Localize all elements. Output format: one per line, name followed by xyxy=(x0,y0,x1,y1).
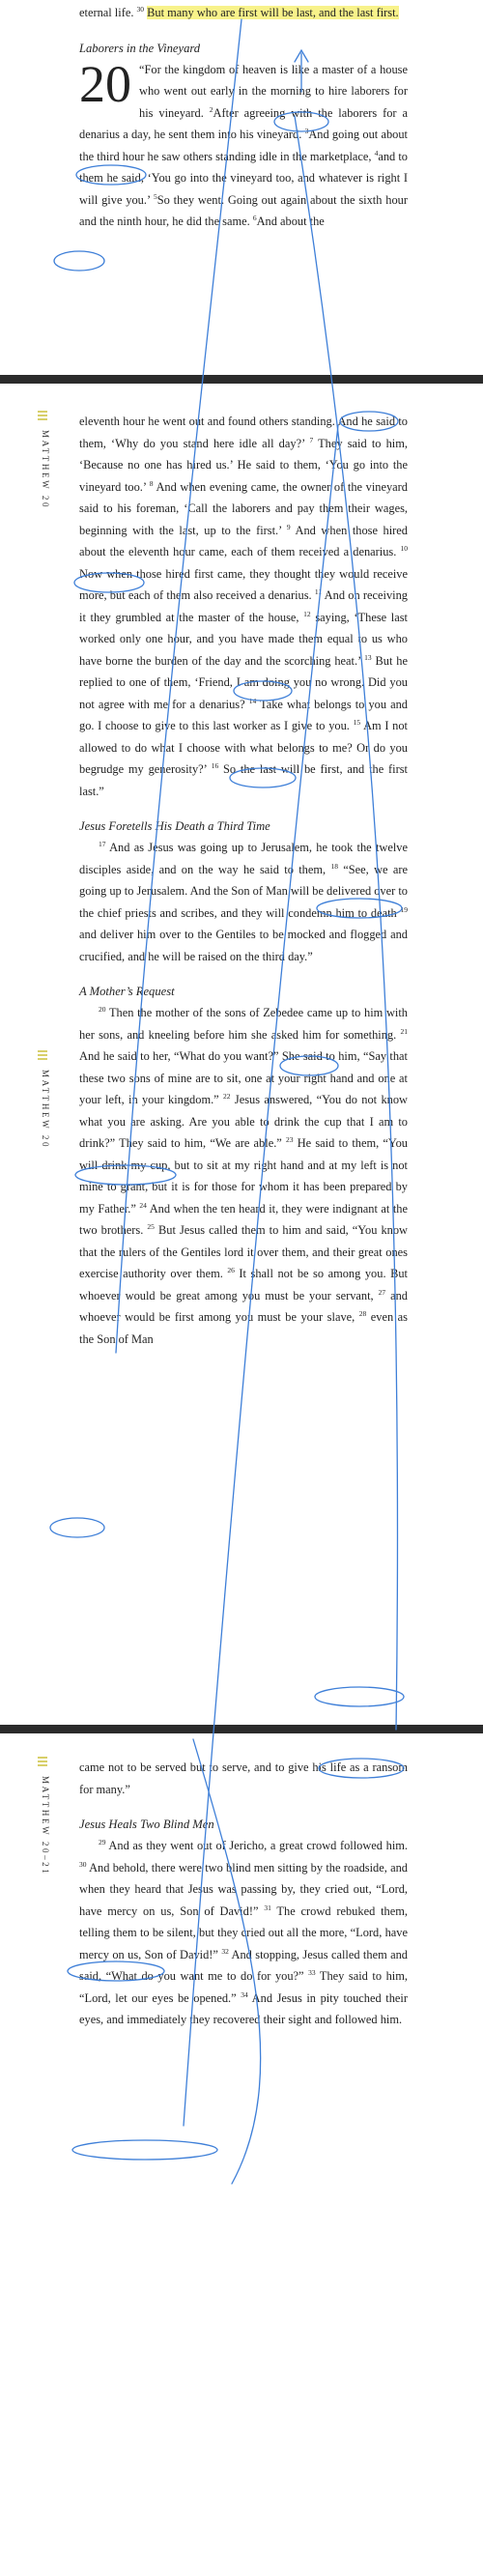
verse-number: 21 xyxy=(400,1026,408,1036)
page-divider xyxy=(0,375,483,384)
running-head-matthew-20-second: MATTHEW 20 xyxy=(41,1070,50,1150)
verse-number: 13 xyxy=(364,652,372,662)
verse-number: 10 xyxy=(400,543,408,553)
paragraph-death-foretold: $^{17}$ And as Jesus was going up to Jerusalem, he took the twelve disciples aside, and on the way he said to them, $^{18}$ “See, we are going up to Jerusalem. And the Son of Man will be delivered over to the chief priests and scribes, and they will condemn him to death $^{19}$ and deliver him over to the Gentiles to be mocked and flogged and crucified, and he will be raised on the third day.” xyxy=(79,839,409,963)
verse-text: And about the xyxy=(256,215,325,228)
verse-text: And going out about the third hour he saw others standing idle in the marketplace, xyxy=(79,128,408,163)
page-2 xyxy=(0,384,483,1725)
section-heading-blind-men: Jesus Heals Two Blind Men xyxy=(79,1818,214,1831)
paragraph-mothers-request: $^{20}$ Then the mother of the sons of Zebedee came up to him with her sons, and kneeling before him she asked him for something. $^{21}$ And he said to her, “What do you want?” She said to him, “Say that these two sons of mine are to sit, one at your right hand and one at your left, in your kingdom.” $^{22}$ Jesus answered, “You do not know what you are asking. Are you able to drink the cup that I am to drink?” They said to him, “We are able.” $^{23}$ He said to them, “You will drink my cup, but to sit at my right hand and at my left is not mine to grant, but it is for those for whom it has been prepared by my Father.” $^{24}$ And when the ten heard it, they were indignant at the two brothers. $^{25}$ But Jesus called them to him and said, “You know that the rulers of the Gentiles lord it over them, and their great ones exercise authority over them. $^{26}$ It shall not be so among you. But whoever would be great among you must be your servant, $^{27}$ and whoever would be first among you must be your slave, $^{28}$ even as the Son of Man xyxy=(79,1004,408,1346)
verse-number: 15 xyxy=(353,717,361,727)
section-heading-laborers: Laborers in the Vineyard xyxy=(79,41,201,55)
verse-number: 29 xyxy=(99,1837,106,1846)
bookmark-lines-icon[interactable] xyxy=(38,411,47,422)
verse-number: 24 xyxy=(139,1200,147,1210)
page-1-text xyxy=(79,2,408,233)
paragraph-blind-men: $^{29}$ And as they went out of Jericho, a great crowd followed him. $^{30}$ And behold, there were two blind men sitting by the roadside, and when they heard that Jesus was passing by, they cried out, “Lord, have mercy on us, Son of David!” $^{31}$ The crowd rebuked them, telling them to be silent, but they cried out all the more, “Lord, have mercy on us, Son of David!” $^{32}$ And stopping, Jesus called them and said, “What do you want me to do for you?” $^{33}$ They said to him, “Lord, let our eyes be opened.” $^{34}$ And Jesus in pity touched their eyes, and immediately they recovered their sight and followed him. xyxy=(79,1837,409,2026)
page-3-text xyxy=(79,1757,408,2031)
verse-number: 32 xyxy=(221,1946,229,1956)
paragraph-vineyard-continued: eleventh hour he went out and found others standing. And he said to them, ‘Why do you stand here idle all day?’ $^7$ They said to him, ‘Because no one has hired us.’ He said to them, ‘You go into the vineyard too.’ $^8$ And when evening came, the owner of the vineyard said to his foreman, ‘Call the laborers and pay them their wages, beginning with the last, up to the first.’ $^9$ And when those hired about the eleventh hour came, each of them received a denarius. $^{10}$ Now when those hired first came, they thought they would receive more, but each of them also received a denarius. $^{11}$ And on receiving it they grumbled at the master of the house, $^{12}$ saying, ‘These last worked only one hour, and you have made them equal to us who have borne the burden of the day and the scorching heat.’ $^{13}$ But he replied to one of them, ‘Friend, I am doing you no wrong. Did you not agree with me for a denarius? $^{14}$ Take what belongs to you and go. I choose to give to this last worker as I give to you. $^{15}$ Am I not allowed to do what I choose with what belongs to me? Or do you begrudge my generosity?’ $^{16}$ So the last will be first, and the first last.” xyxy=(79,415,409,798)
verse-text: “For the kingdom of heaven is like a master of a house who went out early in the morning to hire laborers for his vineyard. xyxy=(139,62,408,120)
page-3 xyxy=(0,1733,483,2576)
verse-text: and to them he said, ‘You go into the vineyard too, and whatever is right I will give you.’ xyxy=(79,149,408,207)
verse-number: 34 xyxy=(241,1989,248,1999)
verse-number: 4 xyxy=(374,148,379,157)
verse-text: So they went. Going out again about the sixth hour and the ninth hour, he did the same. xyxy=(79,192,408,228)
paragraph-ransom: came not to be served but to serve, and to give his life as a ransom for many.” xyxy=(79,1760,408,1796)
verse-number: 20 xyxy=(99,1004,106,1014)
verse-number: 33 xyxy=(308,1967,316,1977)
bookmark-lines-icon[interactable] xyxy=(38,1050,47,1062)
section-heading-mothers-request: A Mother’s Request xyxy=(79,985,175,998)
verse-number: 22 xyxy=(223,1091,231,1101)
verse-number: 5 xyxy=(154,191,157,201)
page-1 xyxy=(0,0,483,375)
verse-number: 3 xyxy=(304,126,309,135)
bookmark-lines-icon[interactable] xyxy=(38,1757,47,1768)
intro-line: eternal life. $^{30}$ But many who are first will be last, and the last first. xyxy=(79,4,399,19)
verse-number: 12 xyxy=(303,609,311,618)
verse-number: 11 xyxy=(314,587,323,596)
running-head-matthew-20: MATTHEW 20 xyxy=(41,430,50,510)
section-heading-death-foretold: Jesus Foretells His Death a Third Time xyxy=(79,819,270,833)
verse-number: 26 xyxy=(227,1265,235,1274)
page-2-text xyxy=(79,411,408,1350)
verse-number: 9 xyxy=(286,522,291,531)
chapter-number: 20 xyxy=(79,54,131,113)
verse-number: 19 xyxy=(400,904,408,914)
verse-number: 16 xyxy=(211,760,219,770)
verse-number: 25 xyxy=(147,1221,155,1231)
verse-number: 17 xyxy=(99,839,106,848)
verse-number: 27 xyxy=(378,1287,386,1297)
verse-number: 7 xyxy=(309,435,314,444)
verse-number: 18 xyxy=(330,861,338,871)
verse-number: 28 xyxy=(358,1308,367,1318)
page-divider xyxy=(0,1725,483,1733)
verse-number: 30 xyxy=(79,1859,87,1869)
verse-number: 23 xyxy=(286,1134,294,1144)
paragraph-vineyard xyxy=(79,54,408,233)
verse-number: 8 xyxy=(149,478,154,488)
verse-number: 2 xyxy=(209,104,213,114)
verse-text: After agreeing with the laborers for a denarius a day, he sent them into his vineyard. xyxy=(79,105,408,141)
running-head-matthew-20-21: MATTHEW 20–21 xyxy=(41,1776,50,1876)
verse-number: 31 xyxy=(264,1903,271,1912)
verse-number: 14 xyxy=(248,696,257,705)
verse-number: 6 xyxy=(252,213,257,222)
